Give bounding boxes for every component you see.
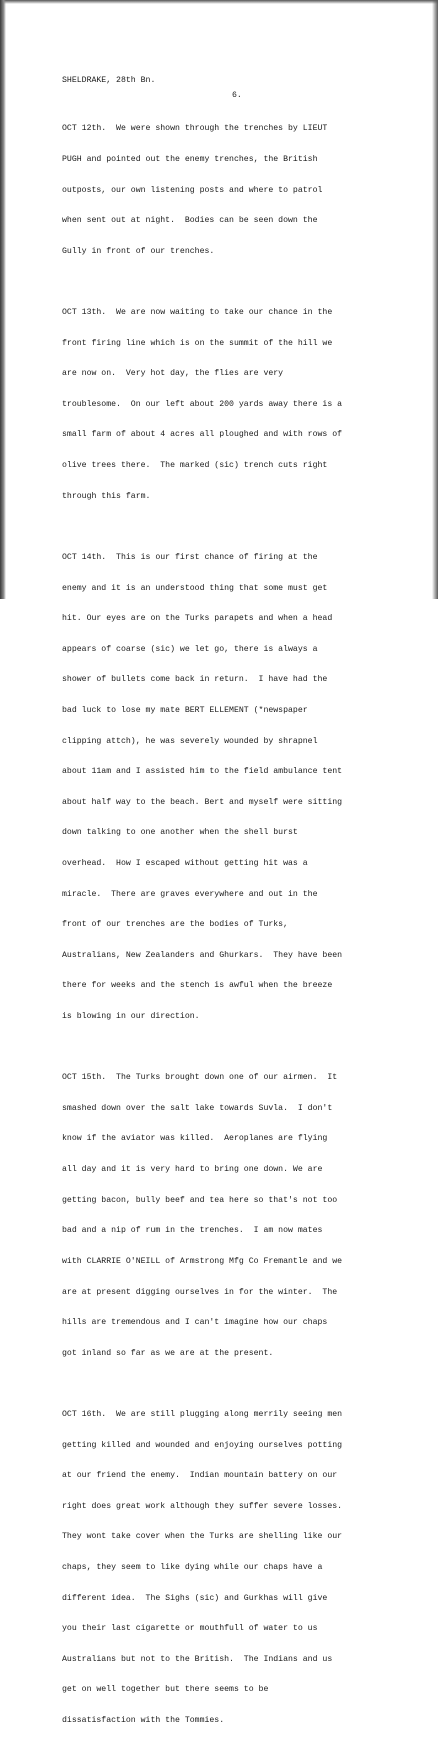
entry-line: are now on. Very hot day, the flies are very — [62, 369, 284, 379]
entry-line: front firing line which is on the summit of the hill we — [62, 338, 333, 348]
entry-line: smashed down over the salt lake towards Suvla. I don't — [62, 1103, 333, 1113]
entry-line: miracle. There are graves everywhere and out in the — [62, 889, 318, 899]
entry-line: got inland so far as we are at the present. — [62, 1348, 274, 1358]
entry-line: Australians, New Zealanders and Ghurkars. They have been — [62, 950, 343, 960]
scan-edge-top — [0, 0, 438, 4]
entry-line: appears of coarse (sic) we let go, there is always a — [62, 644, 318, 654]
entry-line: down talking to one another when the shell burst — [62, 828, 298, 838]
entry-line: Australians but not to the British. The Indians and us — [62, 1654, 333, 1664]
entry-line: outposts, our own listening posts and where to patrol — [62, 185, 323, 195]
entry-line: you their last cigarette or mouthfull of water to us — [62, 1624, 318, 1634]
entry-line: olive trees there. The marked (sic) trench cuts right — [62, 461, 328, 471]
entry-line: overhead. How I escaped without getting hit was a — [62, 859, 308, 868]
entry-line: getting killed and wounded and enjoying ourselves potting — [62, 1440, 343, 1450]
entry-line: at our friend the enemy. Indian mountain battery on our — [62, 1471, 338, 1481]
entry-line: bad and a nip of rum in the trenches. I am now mates — [62, 1226, 323, 1236]
entry-line: OCT 14th. This is our first chance of firing at the — [62, 552, 318, 562]
entry-line: troublesome. On our left about 200 yards away there is a — [62, 399, 343, 409]
entry-line: enemy and it is an understood thing that some must get — [62, 583, 328, 593]
entry-line: OCT 13th. We are now waiting to take our chance in the — [62, 308, 333, 318]
entry-line: They wont take cover when the Turks are shelling like our — [62, 1532, 343, 1542]
entry-line: different idea. The Sighs (sic) and Gurkhas will give — [62, 1593, 328, 1603]
entry-line: chaps, they seem to like dying while our chaps have a — [62, 1562, 323, 1572]
entry-line: about half way to the beach. Bert and myself were sitting — [62, 797, 343, 807]
entry-line: dissatisfaction with the Tommies. — [62, 1716, 225, 1726]
entry-line: know if the aviator was killed. Aeroplanes are flying — [62, 1134, 328, 1144]
entry-line: shower of bullets come back in return. I have had the — [62, 675, 328, 685]
entry-line: right does great work although they suffer severe losses. — [62, 1501, 343, 1511]
entry-line: is blowing in our direction. — [62, 1012, 200, 1022]
page-number: 6. — [232, 91, 242, 100]
diary-entry-oct-12 — [62, 104, 434, 277]
entry-line: OCT 15th. The Turks brought down one of our airmen. It — [62, 1073, 338, 1083]
entry-line: all day and it is very hard to bring one down. We are — [62, 1165, 323, 1175]
entry-line: there for weeks and the stench is awful when the breeze — [62, 981, 333, 991]
diary-entry-oct-15 — [62, 1053, 434, 1380]
entry-line: about 11am and I assisted him to the field ambulance tent — [62, 767, 343, 777]
scan-edge-left — [0, 0, 6, 599]
entry-line: OCT 16th. We are still plugging along merrily seeing men — [62, 1409, 343, 1419]
entry-line: get on well together but there seems to be — [62, 1685, 269, 1695]
entry-line: small farm of about 4 acres all ploughed and with rows of — [62, 430, 343, 440]
diary-entry-oct-14 — [62, 533, 434, 1043]
diary-entry-oct-16 — [62, 1390, 434, 1747]
entry-line: bad luck to lose my mate BERT ELLEMENT (*newspaper — [62, 705, 308, 715]
document-header: SHELDRAKE, 28th Bn. — [62, 76, 156, 85]
entry-line: hit. Our eyes are on the Turks parapets and when a head — [62, 614, 333, 624]
entry-line: OCT 12th. We were shown through the trenches by LIEUT — [62, 124, 328, 134]
entry-line: hills are tremendous and I can't imagine how our chaps — [62, 1318, 328, 1328]
entry-line: getting bacon, bully beef and tea here so that's not too — [62, 1195, 338, 1205]
entry-line: PUGH and pointed out the enemy trenches, the British — [62, 155, 318, 165]
diary-entry-oct-13 — [62, 288, 434, 523]
entry-line: through this farm. — [62, 491, 151, 501]
entry-line: when sent out at night. Bodies can be seen down the — [62, 216, 318, 226]
diary-entries — [62, 104, 434, 1757]
entry-line: clipping attch), he was severely wounded by shrapnel — [62, 736, 318, 746]
entry-line: are at present digging ourselves in for the winter. The — [62, 1287, 338, 1297]
entry-line: with CLARRIE O'NEILL of Armstrong Mfg Co Fremantle and we — [62, 1256, 343, 1266]
entry-line: front of our trenches are the bodies of Turks, — [62, 920, 289, 930]
entry-line: Gully in front of our trenches. — [62, 246, 215, 256]
